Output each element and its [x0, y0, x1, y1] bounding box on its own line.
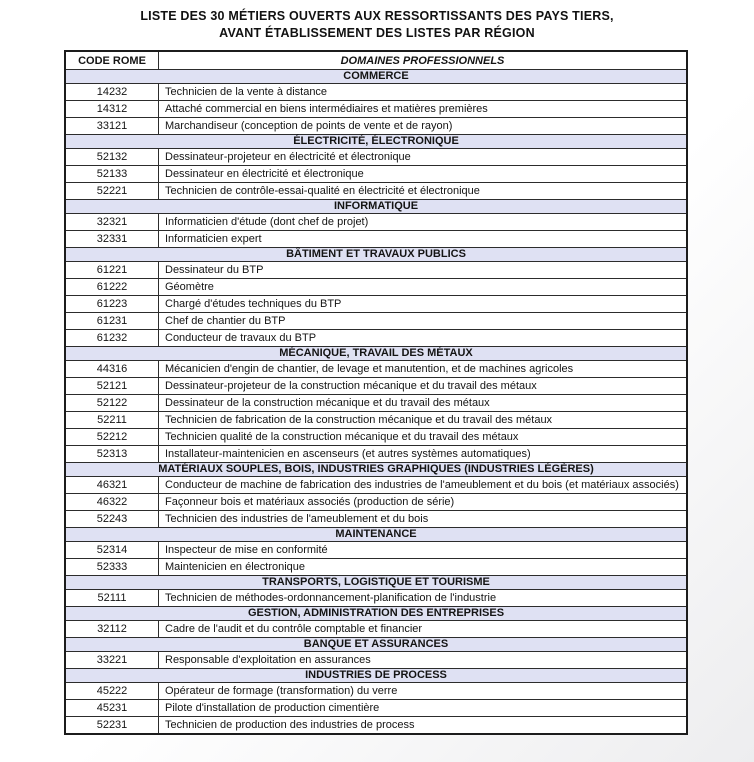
table-row	[65, 683, 687, 700]
column-header-domaines-professionnels: DOMAINES PROFESSIONNELS	[159, 51, 688, 70]
table-row	[65, 621, 687, 638]
section-header-row	[65, 135, 687, 149]
code-rome-cell: 33121	[65, 118, 159, 135]
job-label-cell: Façonneur bois et matériaux associés (production de série)	[159, 494, 688, 511]
code-rome-cell: 52121	[65, 378, 159, 395]
code-rome-cell: 61232	[65, 330, 159, 347]
section-header-label: INDUSTRIES DE PROCESS	[65, 669, 687, 683]
section-header-label: ÉLECTRICITÉ, ÉLECTRONIQUE	[65, 135, 687, 149]
section-header-row	[65, 200, 687, 214]
section-header-row	[65, 607, 687, 621]
job-label-cell: Maintenicien en électronique	[159, 559, 688, 576]
job-label-cell: Opérateur de formage (transformation) du verre	[159, 683, 688, 700]
code-rome-cell: 52132	[65, 149, 159, 166]
code-rome-cell: 52133	[65, 166, 159, 183]
code-rome-cell: 61231	[65, 313, 159, 330]
section-header-row	[65, 576, 687, 590]
table-row	[65, 183, 687, 200]
section-header-label: MAINTENANCE	[65, 528, 687, 542]
job-label-cell: Mécanicien d'engin de chantier, de levage et manutention, et de machines agricoles	[159, 361, 688, 378]
table-row	[65, 231, 687, 248]
section-header-row	[65, 248, 687, 262]
table-row	[65, 361, 687, 378]
job-label-cell: Conducteur de travaux du BTP	[159, 330, 688, 347]
code-rome-cell: 44316	[65, 361, 159, 378]
job-label-cell: Cadre de l'audit et du contrôle comptable et financier	[159, 621, 688, 638]
table-row	[65, 149, 687, 166]
section-header-label: GESTION, ADMINISTRATION DES ENTREPRISES	[65, 607, 687, 621]
job-label-cell: Technicien de méthodes-ordonnancement-planification de l'industrie	[159, 590, 688, 607]
table-row	[65, 477, 687, 494]
code-rome-cell: 45222	[65, 683, 159, 700]
job-label-cell: Géomètre	[159, 279, 688, 296]
table-row	[65, 313, 687, 330]
code-rome-cell: 14312	[65, 101, 159, 118]
section-header-label: MATÉRIAUX SOUPLES, BOIS, INDUSTRIES GRAPHIQUES (INDUSTRIES LÉGÈRES)	[65, 463, 687, 477]
job-label-cell: Technicien de contrôle-essai-qualité en électricité et électronique	[159, 183, 688, 200]
title-line-1: LISTE DES 30 MÉTIERS OUVERTS AUX RESSORTISSANTS DES PAYS TIERS,	[140, 9, 614, 23]
job-label-cell: Technicien des industries de l'ameublement et du bois	[159, 511, 688, 528]
job-label-cell: Conducteur de machine de fabrication des industries de l'ameublement et du bois (et matériaux associés)	[159, 477, 688, 494]
code-rome-cell: 61222	[65, 279, 159, 296]
code-rome-cell: 52313	[65, 446, 159, 463]
code-rome-cell: 32112	[65, 621, 159, 638]
metiers-table	[64, 50, 688, 735]
job-label-cell: Technicien de la vente à distance	[159, 84, 688, 101]
code-rome-cell: 33221	[65, 652, 159, 669]
table-row	[65, 101, 687, 118]
job-label-cell: Inspecteur de mise en conformité	[159, 542, 688, 559]
code-rome-cell: 32321	[65, 214, 159, 231]
table-row	[65, 330, 687, 347]
job-label-cell: Dessinateur du BTP	[159, 262, 688, 279]
code-rome-cell: 61221	[65, 262, 159, 279]
section-header-label: INFORMATIQUE	[65, 200, 687, 214]
table-row	[65, 279, 687, 296]
code-rome-cell: 45231	[65, 700, 159, 717]
job-label-cell: Installateur-maintenicien en ascenseurs (et autres systèmes automatiques)	[159, 446, 688, 463]
table-row	[65, 296, 687, 313]
table-row	[65, 494, 687, 511]
code-rome-cell: 46321	[65, 477, 159, 494]
table-row	[65, 590, 687, 607]
section-header-label: TRANSPORTS, LOGISTIQUE ET TOURISME	[65, 576, 687, 590]
section-header-row	[65, 638, 687, 652]
job-label-cell: Technicien qualité de la construction mécanique et du travail des métaux	[159, 429, 688, 446]
code-rome-cell: 52231	[65, 717, 159, 735]
job-label-cell: Technicien de production des industries de process	[159, 717, 688, 735]
table-row	[65, 166, 687, 183]
title-line-2: AVANT ÉTABLISSEMENT DES LISTES PAR RÉGION	[219, 25, 535, 40]
job-label-cell: Dessinateur-projeteur de la construction mécanique et du travail des métaux	[159, 378, 688, 395]
job-label-cell: Chef de chantier du BTP	[159, 313, 688, 330]
job-label-cell: Marchandiseur (conception de points de vente et de rayon)	[159, 118, 688, 135]
table-row	[65, 511, 687, 528]
job-label-cell: Informaticien d'étude (dont chef de projet)	[159, 214, 688, 231]
table-row	[65, 214, 687, 231]
section-header-row	[65, 528, 687, 542]
column-header-code-rome: CODE ROME	[65, 51, 159, 70]
job-label-cell: Dessinateur en électricité et électronique	[159, 166, 688, 183]
table-header-row	[65, 51, 687, 70]
section-header-label: MÉCANIQUE, TRAVAIL DES MÉTAUX	[65, 347, 687, 361]
job-label-cell: Dessinateur-projeteur en électricité et électronique	[159, 149, 688, 166]
code-rome-cell: 46322	[65, 494, 159, 511]
job-label-cell: Technicien de fabrication de la construction mécanique et du travail des métaux	[159, 412, 688, 429]
job-label-cell: Attaché commercial en biens intermédiaires et matières premières	[159, 101, 688, 118]
code-rome-cell: 52211	[65, 412, 159, 429]
code-rome-cell: 14232	[65, 84, 159, 101]
code-rome-cell: 52212	[65, 429, 159, 446]
table-row	[65, 652, 687, 669]
job-label-cell: Pilote d'installation de production cimentière	[159, 700, 688, 717]
table-row	[65, 84, 687, 101]
code-rome-cell: 52111	[65, 590, 159, 607]
code-rome-cell: 52221	[65, 183, 159, 200]
table-row	[65, 700, 687, 717]
job-label-cell: Dessinateur de la construction mécanique et du travail des métaux	[159, 395, 688, 412]
code-rome-cell: 52243	[65, 511, 159, 528]
code-rome-cell: 52314	[65, 542, 159, 559]
section-header-row	[65, 669, 687, 683]
table-row	[65, 559, 687, 576]
table-row	[65, 446, 687, 463]
table-row	[65, 412, 687, 429]
document-title	[0, 0, 754, 42]
table-row	[65, 429, 687, 446]
code-rome-cell: 61223	[65, 296, 159, 313]
section-header-row	[65, 70, 687, 84]
code-rome-cell: 32331	[65, 231, 159, 248]
job-label-cell: Responsable d'exploitation en assurances	[159, 652, 688, 669]
table-row	[65, 262, 687, 279]
code-rome-cell: 52333	[65, 559, 159, 576]
section-header-label: COMMERCE	[65, 70, 687, 84]
code-rome-cell: 52122	[65, 395, 159, 412]
table-body	[65, 70, 687, 735]
section-header-label: BANQUE ET ASSURANCES	[65, 638, 687, 652]
table-row	[65, 118, 687, 135]
section-header-label: BÂTIMENT ET TRAVAUX PUBLICS	[65, 248, 687, 262]
table-row	[65, 717, 687, 735]
section-header-row	[65, 463, 687, 477]
job-label-cell: Chargé d'études techniques du BTP	[159, 296, 688, 313]
table-row	[65, 542, 687, 559]
job-label-cell: Informaticien expert	[159, 231, 688, 248]
table-row	[65, 378, 687, 395]
section-header-row	[65, 347, 687, 361]
table-row	[65, 395, 687, 412]
